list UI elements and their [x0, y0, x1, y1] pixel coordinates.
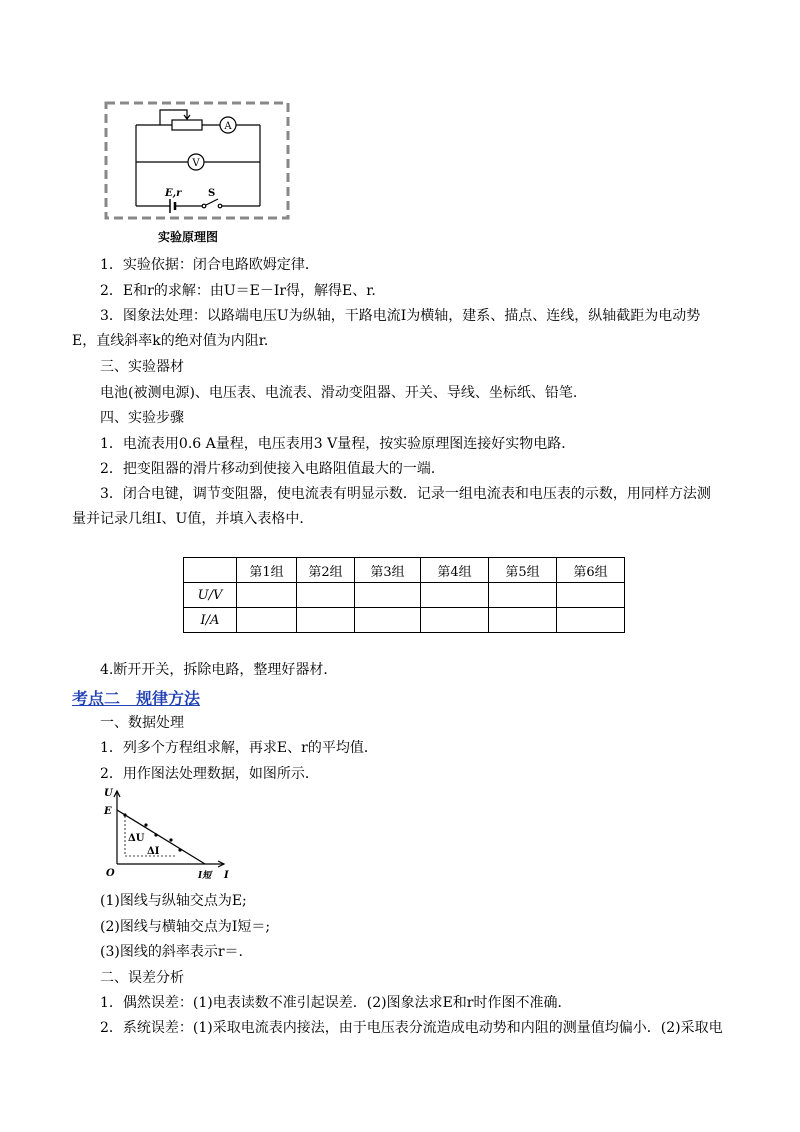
table-cell — [297, 608, 355, 633]
section-heading: 一、数据处理 — [100, 715, 184, 731]
paragraph: 2．E和r的求解：由U＝E－Ir得，解得E、r. — [100, 283, 376, 299]
section-heading: 二、误差分析 — [100, 970, 184, 986]
axis-u-label: U — [104, 788, 113, 799]
section-title: 考点二 规律方法 — [72, 689, 201, 708]
ui-graph — [100, 786, 230, 882]
paragraph: 2．系统误差：(1)采取电流表内接法，由于电压表分流造成电动势和内阻的测量值均偏小．(2)采取电 — [100, 1020, 723, 1036]
ishort-label: I短 — [198, 871, 212, 881]
table-header: 第5组 — [489, 558, 557, 583]
table-cell — [421, 608, 489, 633]
e-label: E — [104, 806, 112, 817]
table-header: 第3组 — [355, 558, 421, 583]
switch — [206, 199, 218, 205]
table-cell — [557, 583, 625, 608]
delta-i-label: ΔI — [147, 846, 160, 857]
table-cell — [489, 583, 557, 608]
section-heading: 三、实验器材 — [100, 359, 184, 375]
rheostat — [172, 120, 202, 130]
row-label: I/A — [184, 608, 237, 633]
paragraph: 4.断开开关，拆除电路，整理好器材． — [100, 662, 338, 678]
table-header: 第6组 — [557, 558, 625, 583]
table-cell — [237, 608, 297, 633]
paragraph: 3．闭合电键，调节变阻器，使电流表有明显示数．记录一组电流表和电压表的示数，用同样方法测 — [100, 486, 711, 502]
table-header: 第4组 — [421, 558, 489, 583]
origin-label: O — [106, 868, 115, 879]
section-heading: 四、实验步骤 — [100, 410, 184, 426]
switch-label: S — [208, 188, 216, 199]
table-cell — [355, 583, 421, 608]
paragraph: (1)图线与纵轴交点为E; — [100, 893, 247, 909]
paragraph: 电池(被测电源)、电压表、电流表、滑动变阻器、开关、导线、坐标纸、铅笔. — [100, 385, 578, 401]
paragraph: 3．图象法处理：以路端电压U为纵轴，干路电流I为横轴，建系、描点、连线，纵轴截距为电动势 — [100, 308, 701, 324]
ammeter-label: A — [224, 121, 232, 132]
table-header: 第1组 — [237, 558, 297, 583]
axis-i-label: I — [224, 870, 229, 881]
table-cell — [489, 608, 557, 633]
emf-label: E,r — [165, 188, 182, 199]
circuit-caption: 实验原理图 — [158, 230, 219, 244]
paragraph: 1．电流表用0.6 A量程，电压表用3 V量程，按实验原理图连接好实物电路． — [100, 436, 576, 452]
table-cell — [421, 583, 489, 608]
paragraph: 1．偶然误差：(1)电表读数不准引起误差．(2)图象法求E和r时作图不准确． — [100, 995, 572, 1011]
paragraph: (2)图线与横轴交点为I短＝; — [100, 919, 271, 935]
table-row — [184, 608, 625, 633]
paragraph: 1．列多个方程组求解，再求E、r的平均值． — [100, 740, 378, 756]
table-header: 第2组 — [297, 558, 355, 583]
circuit-diagram — [100, 98, 294, 224]
paragraph: 2．把变阻器的滑片移动到使接入电路阻值最大的一端． — [100, 461, 445, 477]
paragraph: 2．用作图法处理数据，如图所示． — [100, 766, 319, 782]
table-cell — [355, 608, 421, 633]
row-label: U/V — [184, 583, 237, 608]
voltmeter-label: V — [192, 158, 200, 169]
delta-u-label: ΔU — [128, 833, 145, 844]
paragraph: (3)图线的斜率表示r＝. — [100, 944, 243, 960]
paragraph: 量并记录几组I、U值，并填入表格中． — [72, 511, 314, 527]
paragraph: E，直线斜率k的绝对值为内阻r. — [72, 333, 269, 349]
data-table — [183, 557, 625, 633]
table-cell — [237, 583, 297, 608]
table-cell — [557, 608, 625, 633]
table-cell — [297, 583, 355, 608]
table-cell — [184, 558, 237, 583]
table-row — [184, 583, 625, 608]
table-row — [184, 558, 625, 583]
paragraph: 1．实验依据：闭合电路欧姆定律． — [100, 257, 319, 273]
